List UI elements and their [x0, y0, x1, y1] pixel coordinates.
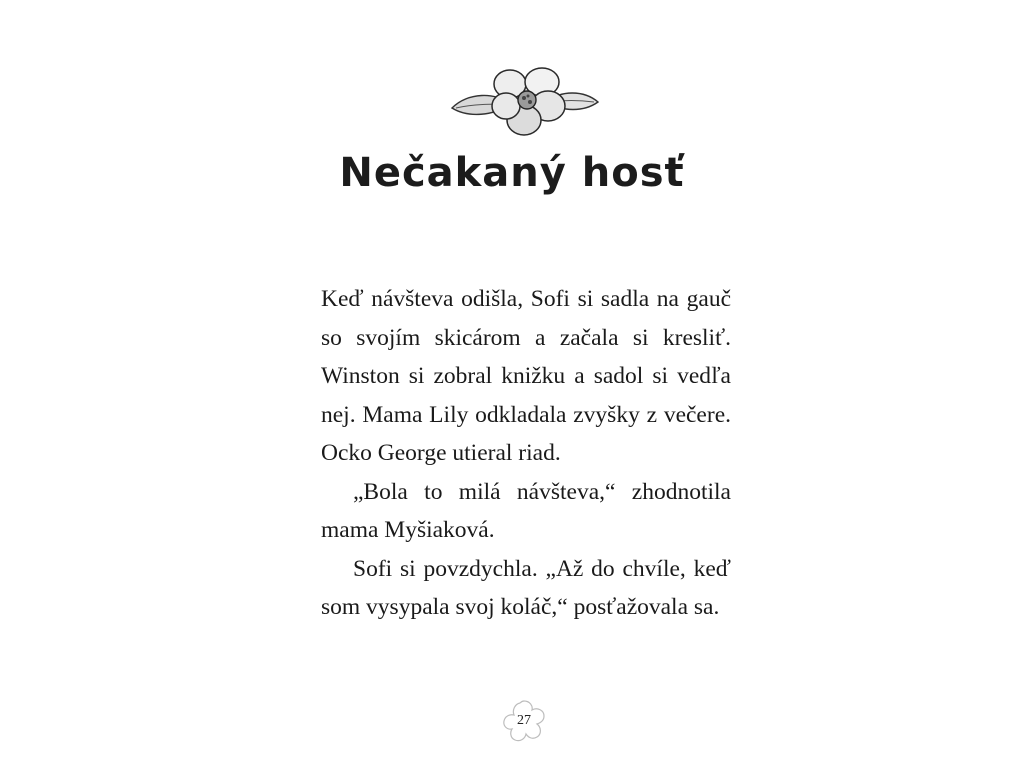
paragraph: „Bola to milá návšteva,“ zhodnotila mama Myšiaková.: [321, 478, 731, 543]
paragraph: Sofi si povzdychla. „Až do chvíle, keď som vysypala svoj koláč,“ posťažovala sa.: [321, 555, 731, 620]
page-number-badge: [499, 697, 549, 745]
flower-ornament-icon: [448, 62, 602, 144]
chapter-title: Nečakaný hosť: [339, 150, 685, 196]
paragraph: Keď návšteva odišla, Sofi si sadla na gauč so svojím skicárom a začala si kresliť. Winston si zobral knižku a sadol si vedľa nej. Mama Lily odkladala zvyšky z večere. Ocko George utieral riad.: [321, 286, 731, 466]
chapter-body: [321, 280, 731, 627]
page-number: 27: [517, 713, 531, 728]
